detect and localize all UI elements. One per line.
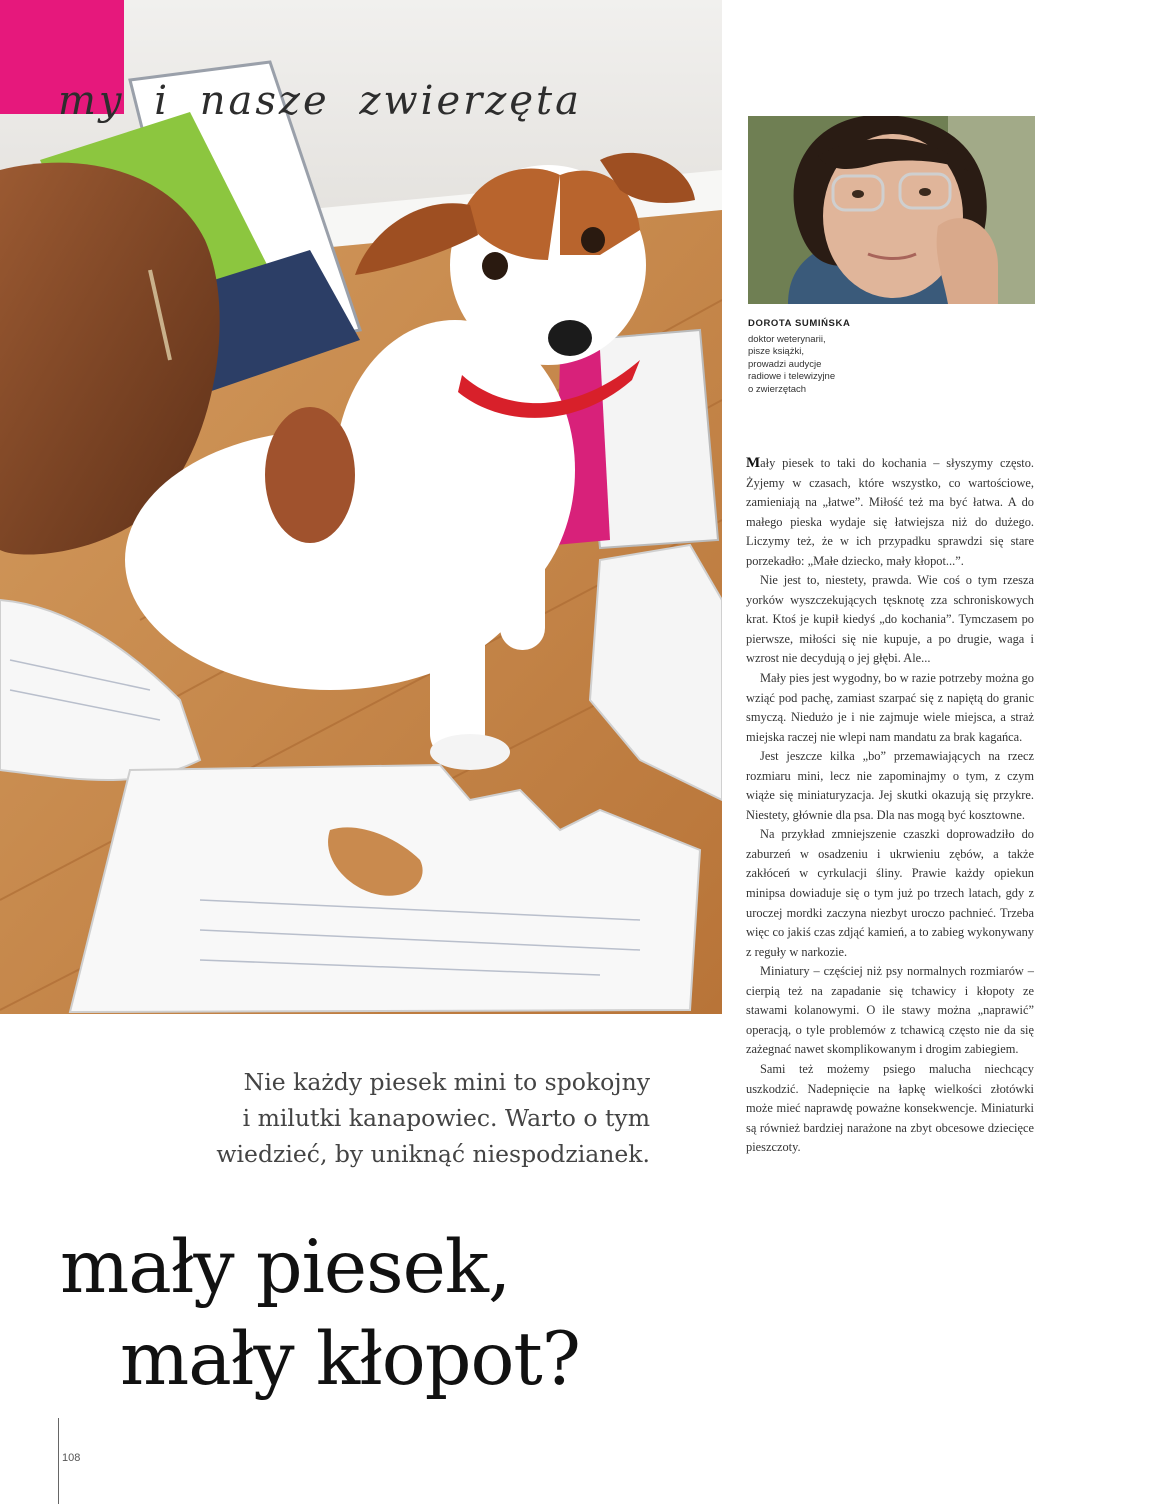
author-bio-line: prowadzi audycje bbox=[748, 358, 822, 370]
article-paragraph: Jest jeszcze kilka „bo” przemawiających na rzecz rozmiaru mini, lecz nie zapominajmy o tym, z czym wiąże się miniaturyzacja. Jej skutki okazują się przykre. Niestety, głównie dla psa. Dla nas mogą być kosztowne. bbox=[746, 749, 1034, 822]
hero-illustration bbox=[0, 0, 722, 1014]
author-bio-line: doktor weterynarii, bbox=[748, 334, 826, 345]
dog-front-leg-right bbox=[500, 540, 545, 650]
drop-cap: M bbox=[746, 455, 761, 471]
dog-front-leg-left bbox=[430, 560, 485, 760]
first-paragraph-text: ały piesek to taki do kochania – słyszymy często. Żyjemy w czasach, które wszystko, co wartościowe, zamieniają na „łatwe”. Miłość też ma być łatwa. A do małego pieska wydaje się łatwiejsza niż do dużego. Liczymy też, że w ich przypadku sprawdzi się stare porzekadło: „Małe dziecko, mały kłopot...”. bbox=[746, 456, 1034, 568]
article-lead bbox=[90, 1064, 650, 1172]
author-photo bbox=[748, 116, 1035, 304]
dog-brown-spot bbox=[265, 407, 355, 543]
article-paragraph: Mały pies jest wygodny, bo w razie potrzeby można go wziąć pod pachę, zamiast szarpać się z napiętą do granic smyczą. Niedużo je i nie zajmuje wiele miejsca, a straż miejska raczej nie wlepi nam mandatu za brak kagańca. bbox=[746, 671, 1034, 744]
page-number-rule bbox=[58, 1418, 59, 1504]
article-headline bbox=[60, 1222, 730, 1406]
lead-line: wiedzieć, by uniknąć niespodzianek. bbox=[216, 1140, 650, 1168]
headline-line: mały kłopot? bbox=[120, 1317, 580, 1402]
article-paragraph: Na przykład zmniejszenie czaszki doprowadziło do zaburzeń w osadzeniu i ukrwieniu zębów, a także zakłóceń w cyrkulacji śliny. Prawie każdy opiekun minipsa dowiaduje się o tym już po trzech latach, gdy z uroczej mordki zaczyna niezbyt uroczo pachnieć. Trzeba więc co jakiś czas zdjąć kamień, a to zabieg wykonywany z reguły w narkozie. bbox=[746, 827, 1034, 959]
article-body bbox=[746, 454, 1034, 1158]
dog-eye-right bbox=[581, 227, 605, 253]
article-paragraph: Miniatury – częściej niż psy normalnych rozmiarów – cierpią też na zapadanie się tchawicy i kłopoty ze stawami kolanowymi. O ile stawy można „naprawić” operacją, o tyle problemów z tchawicą często nie da się zażegnać nawet skomplikowanym i drogim zabiegiem. bbox=[746, 964, 1034, 1057]
dog-eye-left bbox=[482, 252, 508, 280]
article-paragraph: Sami też możemy psiego malucha niechcący uszkodzić. Nadepnięcie na łapkę wielkości złotówki może mieć naprawdę poważne konsekwencje. Miniaturki są również bardziej narażone na zbyt obcesowe dziecięce pieszczoty. bbox=[746, 1061, 1034, 1155]
author-bio-line: pisze książki, bbox=[748, 346, 804, 358]
dog-paw bbox=[430, 734, 510, 770]
section-title: my i nasze zwierzęta bbox=[58, 78, 582, 124]
author-name: DOROTA SUMIŃSKA bbox=[748, 318, 851, 329]
article-paragraph bbox=[746, 454, 1034, 571]
dog-nose bbox=[548, 320, 592, 356]
author-bio-line: radiowe i telewizyjne bbox=[748, 371, 836, 383]
article-paragraph: Nie jest to, niestety, prawda. Wie coś o tym rzesza yorków wyszczekujących tęsknotę zza schroniskowych krat. Ktoś je kupił kiedyś „do kochania”. Tymczasem po pierwsze, miłości się nie kupuje, a po drugie, waga i wzrost nie decydują o jej głębi. Ale... bbox=[746, 573, 1034, 666]
headline-line: mały piesek, bbox=[60, 1225, 511, 1310]
author-bio-line: o zwierzętach bbox=[748, 383, 807, 395]
hero-photo bbox=[0, 0, 722, 1014]
page-number: 108 bbox=[62, 1452, 81, 1464]
lead-line: Nie każdy piesek mini to spokojny bbox=[243, 1068, 650, 1096]
author-bio bbox=[748, 334, 888, 396]
portrait-eye-left bbox=[852, 190, 864, 198]
portrait-eye-right bbox=[919, 188, 931, 196]
lead-line: i milutki kanapowiec. Warto o tym bbox=[242, 1104, 650, 1132]
author-portrait-illustration bbox=[748, 116, 1035, 304]
